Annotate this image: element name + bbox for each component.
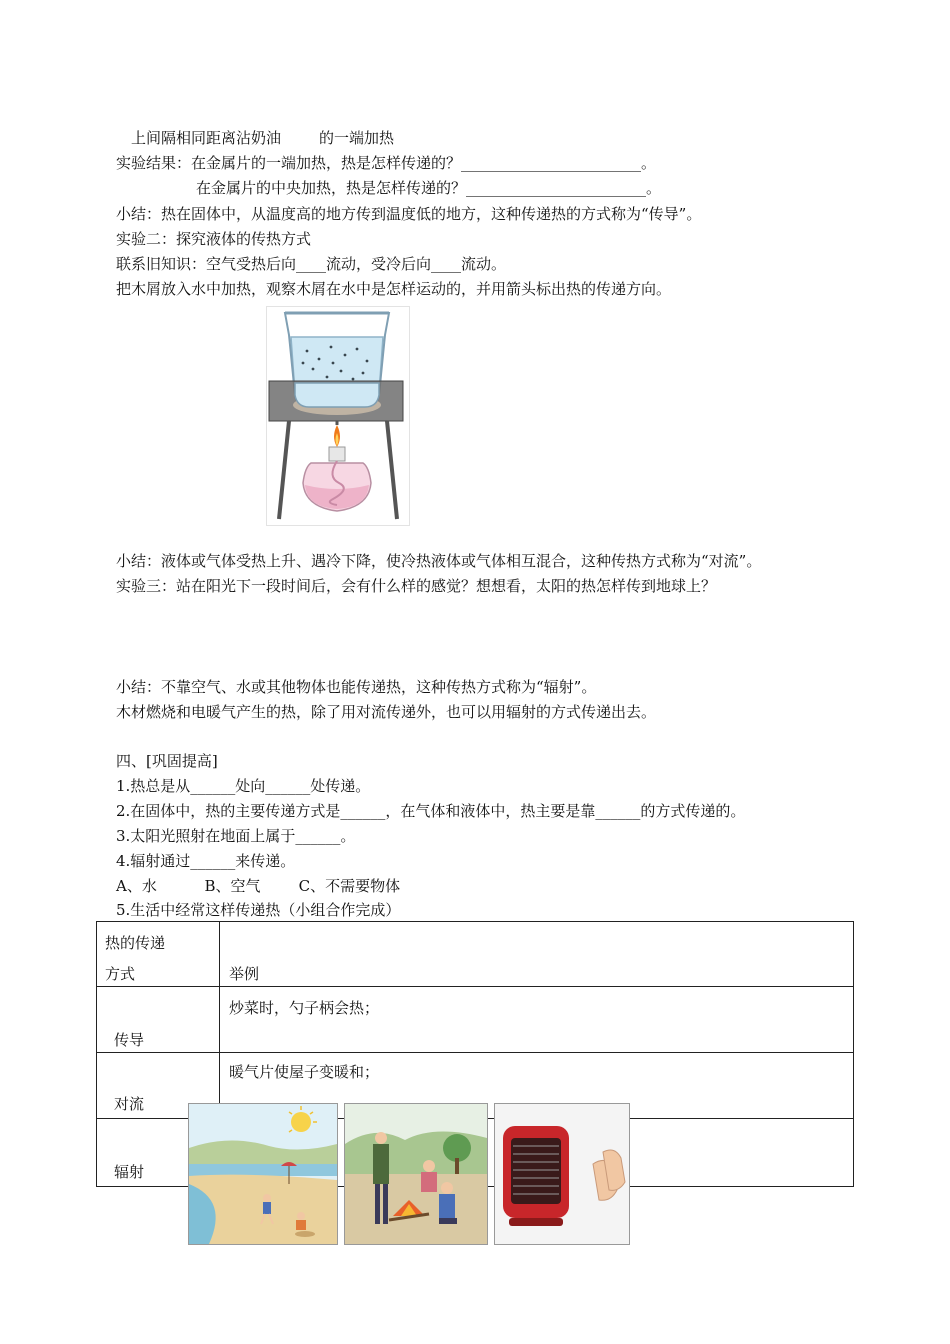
table-cell-example[interactable] [220, 987, 854, 1053]
header-example-label: 举例 [229, 965, 260, 983]
beaker-heating-illustration [266, 306, 410, 526]
summary-convection: 小结：液体或气体受热上升、遇冷下降，使冷热液体或气体相互混合，这种传热方式称为“对流”。 [116, 552, 762, 570]
question-4-options: A、水 B、空气 C、不需要物体 [116, 877, 401, 895]
example-conduction: 炒菜时，勺子柄会热； [229, 999, 380, 1017]
question-2: 2.在固体中，热的主要传递方式是______，在气体和液体中，热主要是靠______的方式传递的。 [116, 802, 746, 820]
experiment-result-2: 在金属片的中央加热，热是怎样传递的？________________________。 [196, 179, 662, 197]
experiment-two-title: 实验二：探究液体的传热方式 [116, 230, 312, 248]
table-header-method [97, 922, 220, 987]
table-header-row [97, 922, 854, 987]
experiment-three: 实验三：站在阳光下一段时间后，会有什么样的感觉？想想看，太阳的热怎样传到地球上？ [116, 577, 717, 595]
section-four-title: 四、[巩固提高] [116, 752, 218, 770]
text-line-1a: 上间隔相同距离沾奶油 [131, 129, 282, 147]
table-cell-method [97, 987, 220, 1053]
text-line-1 [131, 128, 394, 148]
question-3: 3.太阳光照射在地面上属于______。 [116, 827, 356, 845]
text-line-1b: 的一端加热 [319, 129, 395, 147]
method-radiation: 辐射 [114, 1163, 145, 1181]
method-convection: 对流 [114, 1095, 145, 1113]
summary-conduction: 小结：热在固体中，从温度高的地方传到温度低的地方，这种传递热的方式称为“传导”。 [116, 205, 702, 223]
table-header-example [220, 922, 854, 987]
beach-sun-picture [188, 1103, 338, 1245]
question-4: 4.辐射通过______来传递。 [116, 852, 296, 870]
header-method-line2: 方式 [105, 965, 136, 983]
table-row [97, 987, 854, 1053]
electric-heater-picture [494, 1103, 630, 1245]
question-5: 5.生活中经常这样传递热（小组合作完成） [116, 901, 401, 919]
sawdust-instruction: 把木屑放入水中加热，观察木屑在水中是怎样运动的，并用箭头标出热的传递方向。 [116, 280, 672, 298]
method-conduction: 传导 [114, 1031, 145, 1049]
question-1: 1.热总是从______处向______处传递。 [116, 777, 371, 795]
recall-knowledge: 联系旧知识：空气受热后向____流动，受冷后向____流动。 [116, 255, 507, 273]
wood-heater-note: 木材燃烧和电暖气产生的热，除了用对流传递外，也可以用辐射的方式传递出去。 [116, 703, 657, 721]
summary-radiation: 小结：不靠空气、水或其他物体也能传递热，这种传热方式称为“辐射”。 [116, 678, 597, 696]
campfire-picture [344, 1103, 488, 1245]
example-convection: 暖气片使屋子变暖和； [229, 1063, 380, 1081]
experiment-result-1: 实验结果：在金属片的一端加热，热是怎样传递的？________________________。 [116, 154, 657, 172]
header-method-line1: 热的传递 [105, 934, 166, 952]
